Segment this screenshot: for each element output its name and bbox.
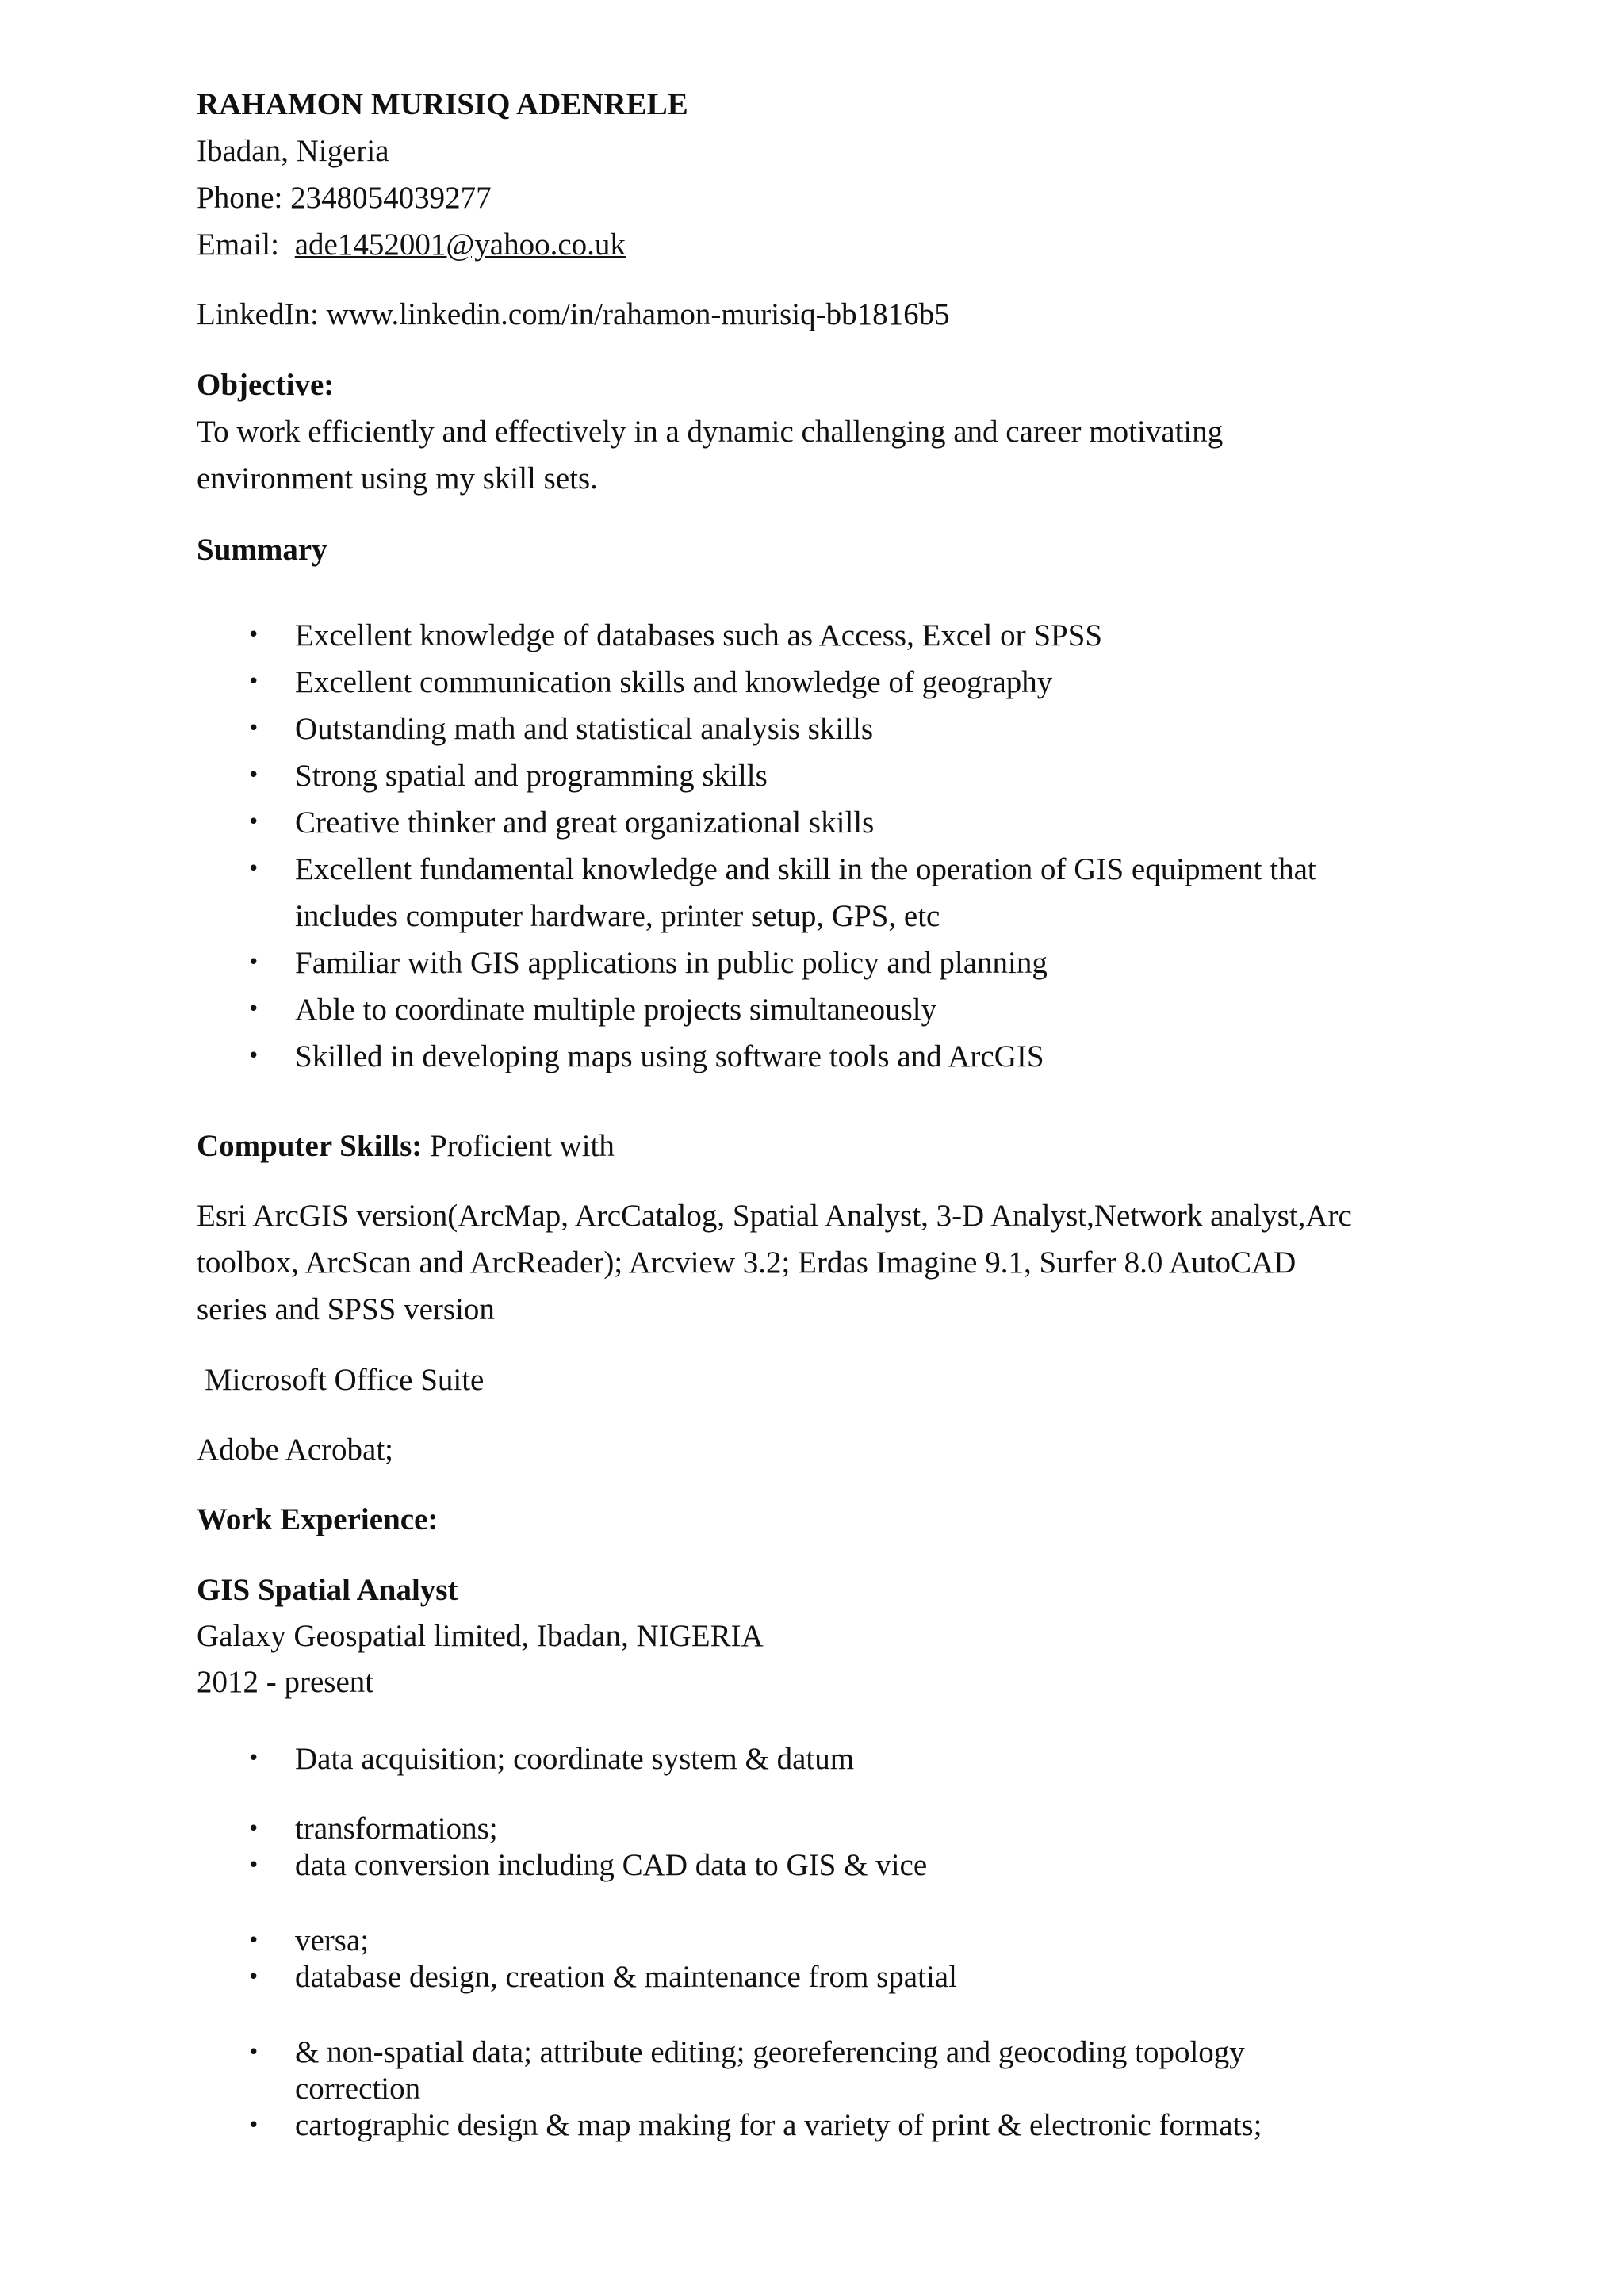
office-skill: Microsoft Office Suite [205, 1363, 485, 1397]
summary-item: • Able to coordinate multiple projects simultaneously [197, 986, 1316, 1033]
objective-text-line: environment using my skill sets. [197, 461, 598, 496]
work-duties-list [197, 1923, 957, 1996]
work-duty-item: • data conversion including CAD data to GIS & vice [197, 1847, 927, 1884]
work-duty-item: • cartographic design & map making for a variety of print & electronic formats; [197, 2107, 1262, 2144]
computer-skills-line [197, 1123, 615, 1169]
work-duty-item: • Data acquisition; coordinate system & datum [197, 1735, 854, 1782]
summary-item: • Excellent fundamental knowledge and skill in the operation of GIS equipment that includes computer hardware, printer setup, GPS, etc [197, 846, 1316, 939]
email-line [197, 221, 626, 268]
summary-heading: Summary [197, 533, 327, 567]
computer-skills-intro: Proficient with [430, 1129, 615, 1163]
summary-item: • Creative thinker and great organizational skills [197, 799, 1316, 846]
objective-heading: Objective: [197, 368, 335, 402]
email-link[interactable]: ade1452001@yahoo.co.uk [294, 228, 626, 262]
esri-skills-line: toolbox, ArcScan and ArcReader); Arcview 3.2; Erdas Imagine 9.1, Surfer 8.0 AutoCAD [197, 1246, 1297, 1280]
summary-item: • Excellent knowledge of databases such as Access, Excel or SPSS [197, 612, 1316, 659]
computer-skills-heading: Computer Skills: [197, 1129, 423, 1163]
summary-item: • Skilled in developing maps using software tools and ArcGIS [197, 1033, 1316, 1080]
work-experience-heading: Work Experience: [197, 1502, 439, 1536]
adobe-skill: Adobe Acrobat; [197, 1433, 394, 1467]
phone-number: 2348054039277 [290, 181, 492, 215]
email-label: Email: [197, 228, 279, 262]
esri-skills-line: Esri ArcGIS version(ArcMap, ArcCatalog, Spatial Analyst, 3-D Analyst,Network analyst,Arc [197, 1199, 1352, 1233]
summary-item: • Familiar with GIS applications in public policy and planning [197, 939, 1316, 986]
work-duties-list [197, 1811, 927, 1884]
work-duties-list [197, 2034, 1262, 2144]
candidate-name: RAHAMON MURISIQ ADENRELE [197, 87, 688, 121]
objective-text-line: To work efficiently and effectively in a dynamic challenging and career motivating [197, 415, 1224, 449]
summary-item: • Strong spatial and programming skills [197, 752, 1316, 799]
candidate-location: Ibadan, Nigeria [197, 134, 389, 168]
job-title: GIS Spatial Analyst [197, 1573, 458, 1607]
work-duty-item: • transformations; [197, 1811, 927, 1847]
work-duties-list [197, 1735, 854, 1782]
job-period: 2012 - present [197, 1665, 374, 1699]
work-duty-item: • versa; [197, 1923, 957, 1959]
summary-item: • Outstanding math and statistical analysis skills [197, 706, 1316, 752]
job-company: Galaxy Geospatial limited, Ibadan, NIGERIA [197, 1619, 764, 1653]
linkedin-line [197, 291, 950, 338]
linkedin-url: www.linkedin.com/in/rahamon-murisiq-bb1816b5 [326, 297, 950, 331]
work-duty-item: • database design, creation & maintenance from spatial [197, 1959, 957, 1996]
esri-skills-line: series and SPSS version [197, 1292, 495, 1326]
work-duty-item: • & non-spatial data; attribute editing; georeferencing and geocoding topology correction [197, 2034, 1262, 2107]
linkedin-label: LinkedIn: [197, 297, 319, 331]
summary-item: • Excellent communication skills and knowledge of geography [197, 659, 1316, 706]
summary-list [197, 612, 1316, 1080]
phone-line [197, 174, 492, 221]
phone-label: Phone: [197, 181, 283, 215]
